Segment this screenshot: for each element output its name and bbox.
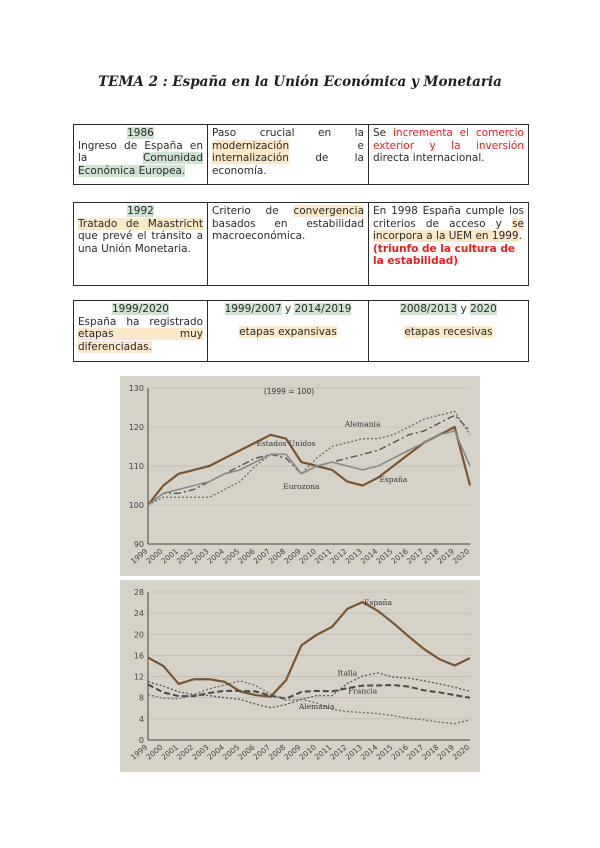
page-title: TEMA 2 : España en la Unión Económica y Monetaria xyxy=(98,74,502,90)
gdp-x-tick-label: 2017 xyxy=(404,546,426,566)
unemp-x-tick-label: 2019 xyxy=(435,742,456,762)
gdp-x-tick-label: 2007 xyxy=(251,546,272,566)
cell-1999-event: 1999/2020 España ha registrado etapas muy diferenciadas. xyxy=(74,301,208,362)
cell-expansive: 1999/2007 y 2014/2019 etapas expansivas xyxy=(208,301,369,362)
unemp-series-francia xyxy=(148,685,470,699)
unemp-x-tick-label: 2009 xyxy=(282,742,303,762)
gdp-x-tick-label: 2012 xyxy=(328,546,349,566)
recessive-label: etapas recesivas xyxy=(404,325,493,338)
gdp-y-tick-label: 110 xyxy=(128,462,144,471)
unemp-x-tick-label: 2006 xyxy=(236,742,257,762)
gdp-x-tick-label: 2002 xyxy=(174,546,196,566)
cell-1986-effect: Se incrementa el comercio exterior y la inversión directa internacional. xyxy=(369,125,529,185)
unemp-x-tick-label: 2017 xyxy=(404,742,426,762)
cell-1992-event: 1992 Tratado de Maastricht que prevé el tránsito a una Unión Monetaria. xyxy=(74,203,208,286)
gdp-legend-label: España xyxy=(379,475,408,484)
cell-1986-meaning: Paso crucial en la modernización e internalización de la economía. xyxy=(208,125,369,185)
unemp-y-tick-label: 8 xyxy=(138,693,144,703)
gdp-y-tick-label: 120 xyxy=(128,423,144,432)
unemp-y-tick-label: 20 xyxy=(133,630,144,640)
year-label: 1986 xyxy=(127,127,154,139)
gdp-legend-label: Estados Unidos xyxy=(256,439,316,449)
gdp-x-tick-label: 2010 xyxy=(297,546,318,566)
unemp-legend-label: Alemania xyxy=(298,702,335,711)
gdp-x-tick-label: 2011 xyxy=(312,546,334,566)
table-1999-2020 xyxy=(73,300,529,362)
unemp-y-tick-label: 16 xyxy=(133,651,144,661)
unemp-y-tick-label: 0 xyxy=(138,736,144,745)
gdp-x-tick-label: 2000 xyxy=(144,546,165,566)
unemp-x-tick-label: 2005 xyxy=(220,742,242,762)
unemp-x-tick-label: 2007 xyxy=(251,742,272,762)
gdp-x-tick-label: 2003 xyxy=(190,546,211,566)
gdp-y-tick-label: 130 xyxy=(128,384,144,393)
table-1992 xyxy=(73,202,529,286)
gdp-y-tick-label: 90 xyxy=(133,540,144,549)
gdp-x-tick-label: 2005 xyxy=(220,546,242,566)
gdp-x-tick-label: 1999 xyxy=(128,546,150,566)
unemp-y-tick-label: 28 xyxy=(133,588,144,597)
gdp-x-tick-label: 2001 xyxy=(159,546,180,566)
gdp-x-tick-label: 2008 xyxy=(266,546,288,566)
unemp-legend-label: España xyxy=(364,598,392,608)
year-label: 1999/2020 xyxy=(112,303,169,315)
unemp-x-tick-label: 2015 xyxy=(374,742,395,762)
unemployment-chart xyxy=(120,580,480,772)
unemp-y-tick-label: 4 xyxy=(138,714,144,724)
expansive-label: etapas expansivas xyxy=(239,325,337,338)
gdp-series-alemania xyxy=(148,411,470,505)
cell-1992-meaning: Criterio de convergencia basados en estabilidad macroeconómica. xyxy=(208,203,369,286)
gdp-x-tick-label: 2004 xyxy=(205,546,226,566)
unemp-x-tick-label: 2016 xyxy=(389,742,410,762)
unemp-x-tick-label: 2008 xyxy=(266,742,288,762)
unemp-x-tick-label: 2003 xyxy=(190,742,211,762)
year-label: 1992 xyxy=(127,205,154,217)
unemp-x-tick-label: 2011 xyxy=(312,742,334,762)
unemp-legend-label: Francia xyxy=(348,686,378,696)
gdp-x-tick-label: 2014 xyxy=(358,546,380,566)
gdp-x-tick-label: 2013 xyxy=(343,546,364,566)
gdp-y-tick-label: 100 xyxy=(128,501,144,510)
gdp-chart-svg xyxy=(120,376,480,576)
unemp-x-tick-label: 2012 xyxy=(328,742,349,762)
gdp-x-tick-label: 2006 xyxy=(236,546,257,566)
unemp-x-tick-label: 2004 xyxy=(205,742,226,762)
unemp-x-tick-label: 2000 xyxy=(144,742,165,762)
gdp-legend-label: Alemania xyxy=(344,419,381,429)
unemp-x-tick-label: 2010 xyxy=(297,742,318,762)
gdp-chart xyxy=(120,376,480,576)
unemployment-chart-svg xyxy=(120,580,480,772)
gdp-x-tick-label: 2020 xyxy=(450,546,472,566)
unemp-y-tick-label: 24 xyxy=(133,609,144,619)
table-1986 xyxy=(73,124,529,185)
unemp-y-tick-label: 12 xyxy=(133,672,144,682)
gdp-x-tick-label: 2016 xyxy=(389,546,410,566)
unemp-x-tick-label: 2014 xyxy=(358,742,380,762)
gdp-x-tick-label: 2015 xyxy=(374,546,395,566)
cell-recessive: 2008/2013 y 2020 etapas recesivas xyxy=(369,301,529,362)
unemp-x-tick-label: 2020 xyxy=(450,742,472,762)
unemp-x-tick-label: 2002 xyxy=(174,742,196,762)
gdp-title: (1999 = 100) xyxy=(263,387,315,396)
unemp-legend-label: Italia xyxy=(337,668,358,678)
unemp-x-tick-label: 1999 xyxy=(128,742,150,762)
gdp-x-tick-label: 2018 xyxy=(420,546,441,566)
cell-1992-effect: En 1998 España cumple los criterios de acceso y se incorpora a la UEM en 1999. (triunfo de la cultura de la estabilidad) xyxy=(369,203,529,286)
gdp-series-estados-unidos xyxy=(148,415,470,505)
unemp-x-tick-label: 2001 xyxy=(159,742,180,762)
gdp-legend-label: Eurozona xyxy=(283,481,320,491)
cell-1986-event: 1986 Ingreso de España en la Comunidad Económica Europea. xyxy=(74,125,208,185)
unemp-x-tick-label: 2018 xyxy=(420,742,441,762)
gdp-x-tick-label: 2019 xyxy=(435,546,456,566)
gdp-x-tick-label: 2009 xyxy=(282,546,303,566)
unemp-x-tick-label: 2013 xyxy=(343,742,364,762)
unemp-series-españa xyxy=(148,602,470,697)
